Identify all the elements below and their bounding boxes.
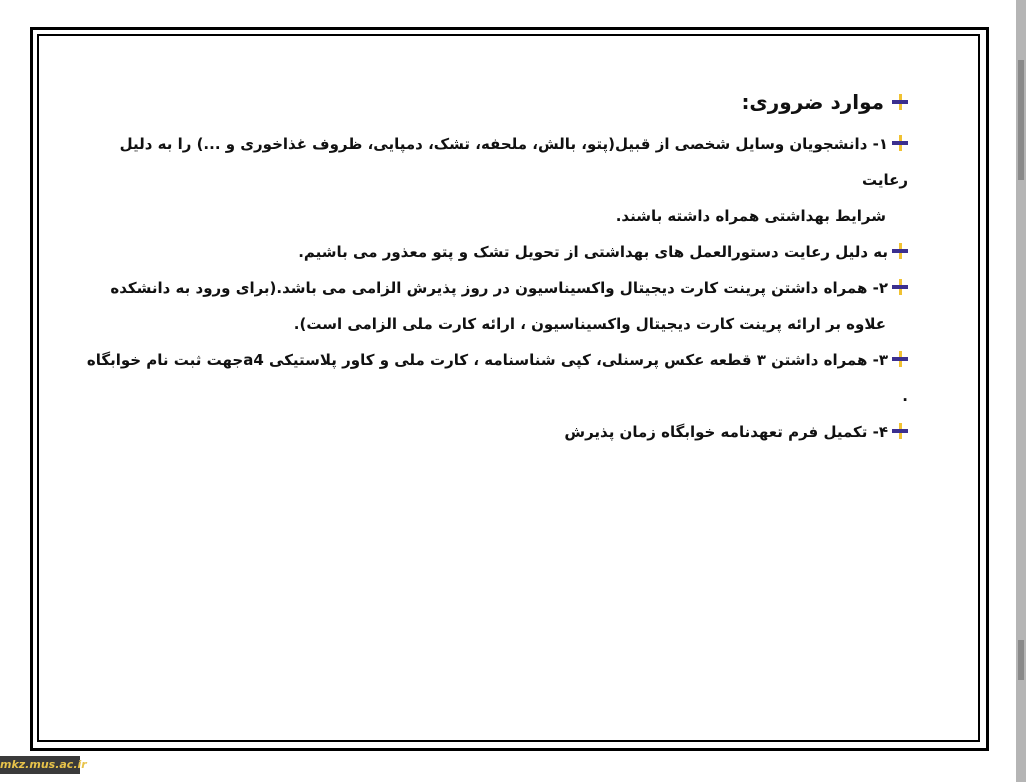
source-watermark: mkz.mus.ac.ir [0,756,80,774]
scrollbar[interactable] [1016,0,1026,782]
plus-star-bullet-icon [892,279,908,295]
plus-star-bullet-icon [892,135,908,151]
plus-star-bullet-icon [892,243,908,259]
heading-text: موارد ضروری: [741,90,884,114]
list-item [82,414,908,450]
plus-star-bullet-icon [892,423,908,439]
scrollbar-thumb[interactable] [1018,640,1024,680]
list-item-text: ۱- دانشجویان وسایل شخصی از قبیل(پتو، بالش، ملحفه، تشک، دمپایی، ظروف غذاخوری و ...) را به دلیل رعایت [119,135,908,189]
document-content [82,88,908,450]
plus-star-bullet-icon [892,94,908,110]
scrollbar-thumb[interactable] [1018,60,1024,180]
list-item [82,342,908,414]
section-heading [82,88,908,116]
list-item [82,270,908,342]
list-item [82,234,908,270]
list-item-continuation: علاوه بر ارائه پرینت کارت دیجیتال واکسیناسیون ، ارائه کارت ملی الزامی است). [293,315,886,333]
list-item-text: به دلیل رعایت دستورالعمل های بهداشتی از تحویل تشک و پتو معذور می باشیم. [298,243,888,261]
list-item-text: ۲- همراه داشتن پرینت کارت دیجیتال واکسیناسیون در روز پذیرش الزامی می باشد.(برای ورود به دانشکده [110,279,888,297]
list-item [82,126,908,234]
list-item-text: ۴- تکمیل فرم تعهدنامه خوابگاه زمان پذیرش [564,423,888,441]
list-item-continuation: شرایط بهداشتی همراه داشته باشند. [615,207,886,225]
plus-star-bullet-icon [892,351,908,367]
list-item-text: ۳- همراه داشتن ۳ قطعه عکس پرسنلی، کپی شناسنامه ، کارت ملی و کاور پلاستیکی a4جهت ثبت نام خوابگاه . [86,351,908,405]
